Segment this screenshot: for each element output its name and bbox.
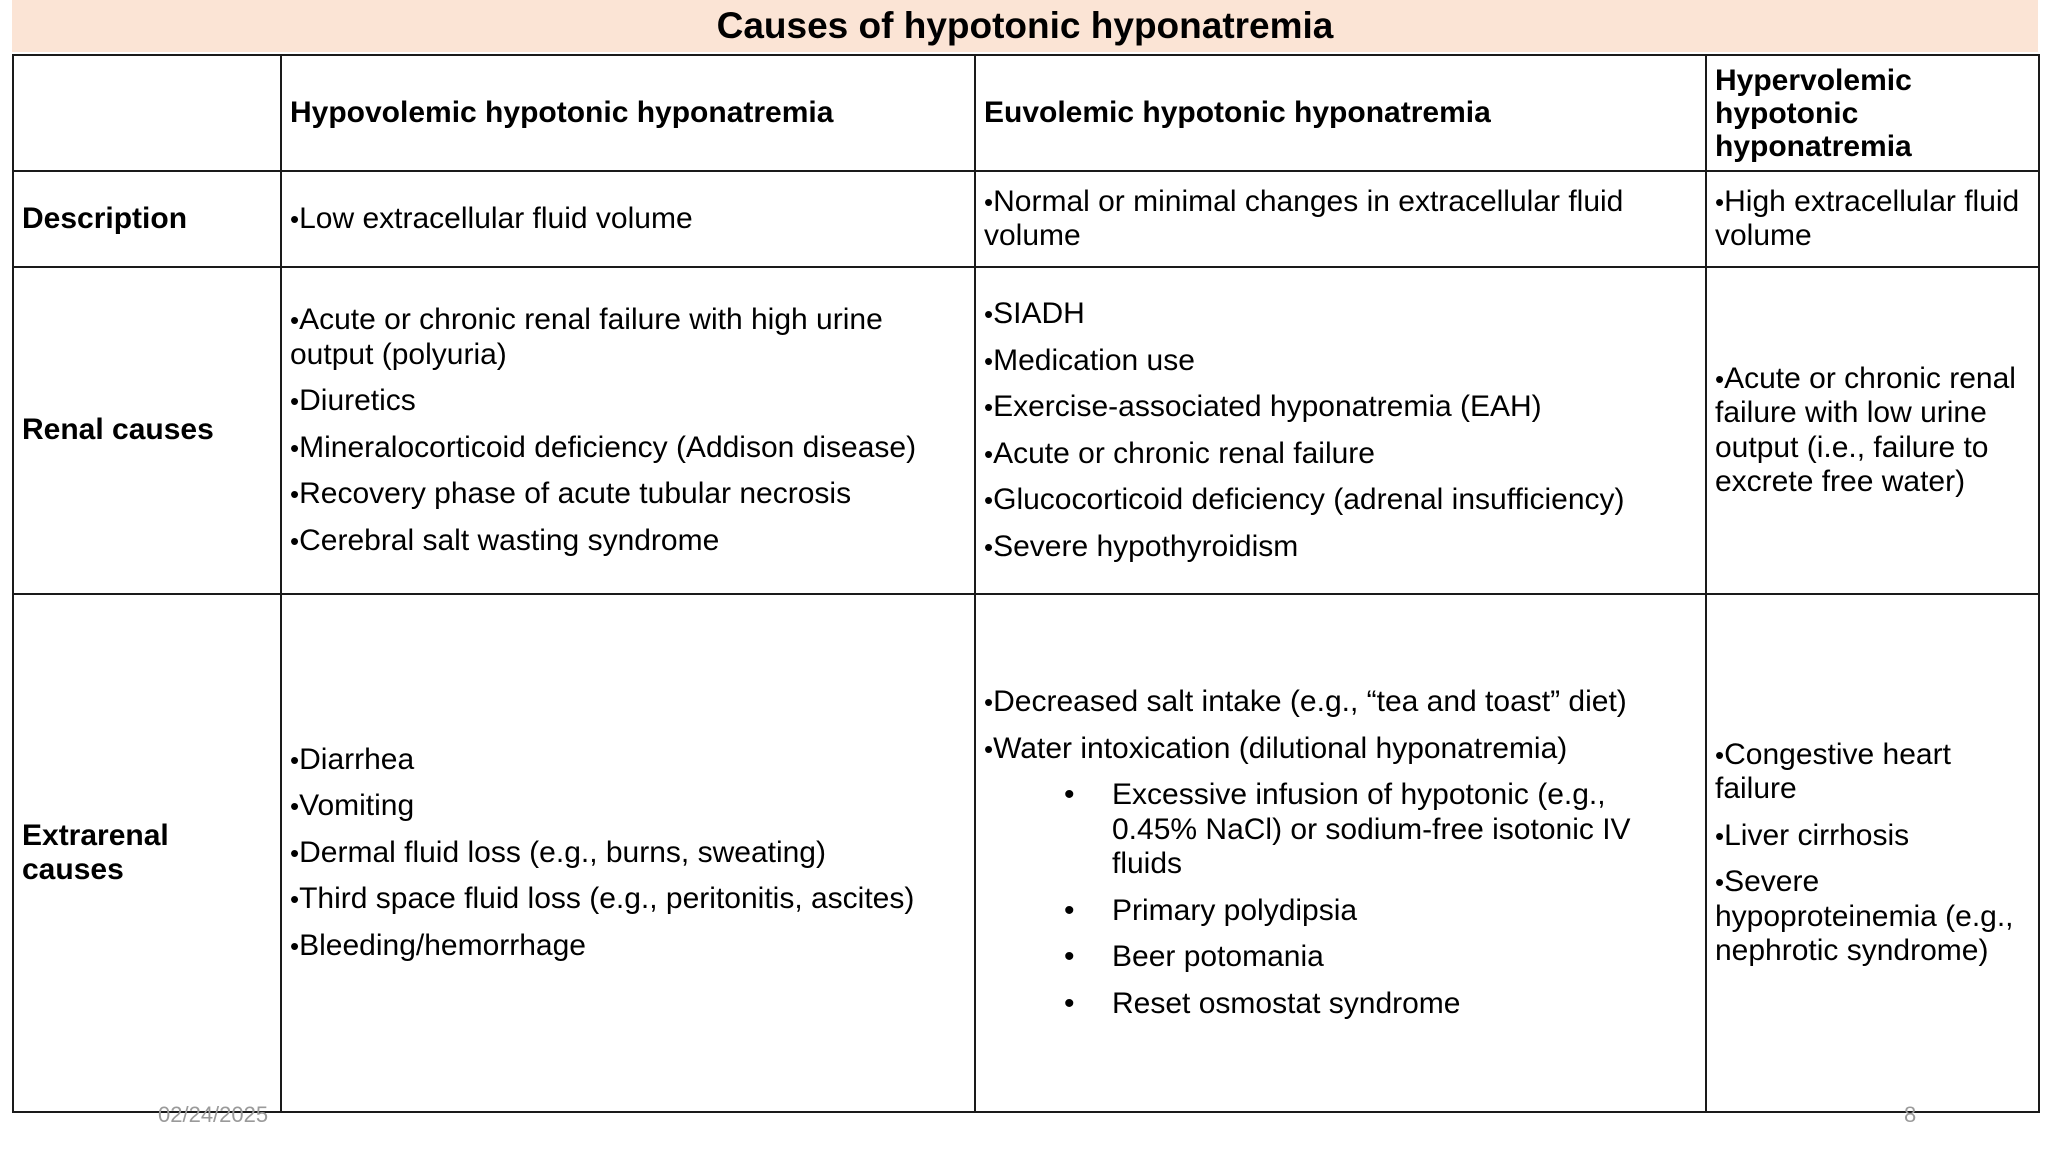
list-item <box>984 437 1697 472</box>
list-item-text: Congestive heart failure <box>1715 737 1951 805</box>
bullet-glyph: • <box>290 479 300 509</box>
bullet-list <box>290 303 966 558</box>
bullet-list <box>984 185 1697 254</box>
extrarenal-euvolemic-cell <box>975 594 1706 1112</box>
bullet-glyph: • <box>290 305 300 335</box>
list-item <box>1715 819 2030 854</box>
list-item <box>984 732 1697 1022</box>
bullet-glyph: • <box>290 432 300 463</box>
list-item-text: Acute or chronic renal failure with high urine output (polyuria) <box>290 303 883 371</box>
bullet-glyph: • <box>290 930 300 961</box>
list-item-text: Cerebral salt wasting syndrome <box>299 523 720 557</box>
description-row <box>13 171 2039 267</box>
list-item-text: Primary polydipsia <box>1112 893 1358 927</box>
list-item-text: Reset osmostat syndrome <box>1112 986 1461 1020</box>
list-item <box>984 185 1697 254</box>
list-item-text: Liver cirrhosis <box>1724 818 1910 852</box>
bullet-glyph: • <box>984 345 994 376</box>
list-item <box>1715 865 2030 969</box>
bullet-list <box>1715 738 2030 969</box>
footer-date: 02/24/2025 <box>158 1102 269 1127</box>
title-bar <box>12 0 2038 52</box>
list-item-text: Third space fluid loss (e.g., peritonitis, ascites) <box>299 882 915 916</box>
bullet-glyph: • <box>984 531 994 562</box>
bullet-glyph: • <box>1715 739 1725 770</box>
bullet-glyph: • <box>290 837 300 868</box>
list-item-text: SIADH <box>993 297 1085 330</box>
bullet-glyph: • <box>1064 778 1075 811</box>
list-item <box>984 344 1697 379</box>
bullet-list <box>290 743 966 964</box>
bullet-list <box>290 202 966 237</box>
list-item <box>290 882 966 917</box>
list-item-text: Low extracellular fluid volume <box>299 201 693 235</box>
nested-list-item <box>984 778 1697 882</box>
bullet-glyph: • <box>290 791 300 822</box>
list-item <box>290 743 966 778</box>
renal-euvolemic-cell <box>975 267 1706 594</box>
bullet-list <box>1715 185 2030 254</box>
bullet-glyph: • <box>1715 867 1725 897</box>
list-item <box>984 390 1697 425</box>
list-item-text: Mineralocorticoid deficiency (Addison disease) <box>299 430 917 464</box>
bullet-glyph: • <box>984 438 994 469</box>
bullet-glyph: • <box>1064 893 1075 927</box>
list-item-text: Water intoxication (dilutional hyponatremia) <box>993 731 1568 765</box>
nested-list-item <box>984 894 1697 929</box>
page-number: 8 <box>1904 1102 1917 1127</box>
list-item-text: Recovery phase of acute tubular necrosis <box>299 477 852 510</box>
nested-list-item <box>984 940 1697 975</box>
row-label-renal: Renal causes <box>13 267 281 594</box>
extrarenal-hypovolemic-cell <box>281 594 975 1112</box>
list-item <box>984 530 1697 565</box>
list-item <box>984 297 1697 332</box>
list-item <box>290 202 966 237</box>
causes-table <box>12 54 2040 1113</box>
list-item-text: Vomiting <box>299 789 415 823</box>
list-item-text: Severe hypoproteinemia (e.g., nephrotic syndrome) <box>1715 865 2014 967</box>
page-title: Causes of hypotonic hyponatremia <box>716 5 1334 46</box>
description-hypervolemic-cell <box>1706 171 2039 267</box>
list-item <box>984 483 1697 518</box>
list-item <box>290 524 966 559</box>
list-item-text: Beer potomania <box>1112 940 1324 973</box>
list-item-text: Dermal fluid loss (e.g., burns, sweating) <box>299 835 826 869</box>
row-label-description: Description <box>13 171 281 267</box>
bullet-glyph: • <box>290 525 300 556</box>
list-item <box>290 477 966 512</box>
nested-list-item <box>984 987 1697 1022</box>
list-item-text: Exercise-associated hyponatremia (EAH) <box>993 390 1542 423</box>
list-item-text: Medication use <box>993 343 1195 377</box>
header-row <box>13 55 2039 171</box>
header-hypervolemic: Hypervolemic hypotonic hyponatremia <box>1706 55 2039 171</box>
bullet-glyph: • <box>1064 986 1075 1020</box>
list-item-text: Decreased salt intake (e.g., “tea and toast” diet) <box>993 685 1627 718</box>
bullet-glyph: • <box>1715 363 1725 394</box>
list-item-text: Normal or minimal changes in extracellular fluid volume <box>984 184 1624 252</box>
bullet-glyph: • <box>1715 820 1725 851</box>
bullet-list <box>1715 362 2030 500</box>
bullet-glyph: • <box>1715 186 1725 217</box>
list-item <box>290 431 966 466</box>
extrarenal-hypervolemic-cell <box>1706 594 2039 1112</box>
bullet-glyph: • <box>984 485 994 515</box>
bullet-glyph: • <box>1064 940 1075 973</box>
list-item <box>984 685 1697 720</box>
list-item-text: Acute or chronic renal failure <box>993 436 1375 470</box>
bullet-glyph: • <box>290 386 300 416</box>
list-item <box>290 789 966 824</box>
row-label-extrarenal: Extrarenal causes <box>13 594 281 1112</box>
description-euvolemic-cell <box>975 171 1706 267</box>
bullet-list <box>984 685 1697 1021</box>
extrarenal-row <box>13 594 2039 1112</box>
bullet-glyph: • <box>984 392 994 422</box>
list-item-text: Diarrhea <box>299 742 415 776</box>
header-hypovolemic: Hypovolemic hypotonic hyponatremia <box>281 55 975 171</box>
list-item <box>290 303 966 372</box>
renal-row <box>13 267 2039 594</box>
bullet-glyph: • <box>290 744 300 775</box>
list-item-text: Excessive infusion of hypotonic (e.g., 0.45% NaCl) or sodium-free isotonic IV fluids <box>1112 778 1631 880</box>
list-item <box>290 929 966 964</box>
bullet-glyph: • <box>290 884 300 915</box>
list-item <box>290 836 966 871</box>
list-item <box>1715 362 2030 500</box>
description-hypovolemic-cell <box>281 171 975 267</box>
list-item-text: Glucocorticoid deficiency (adrenal insufficiency) <box>993 483 1625 516</box>
renal-hypervolemic-cell <box>1706 267 2039 594</box>
bullet-glyph: • <box>984 733 994 764</box>
bullet-glyph: • <box>984 186 994 217</box>
list-item-text: High extracellular fluid volume <box>1715 184 2020 252</box>
bullet-glyph: • <box>984 687 994 717</box>
list-item <box>1715 738 2030 807</box>
list-item-text: Acute or chronic renal failure with low urine output (i.e., failure to excrete free water) <box>1715 361 2016 498</box>
list-item-text: Severe hypothyroidism <box>993 529 1299 563</box>
list-item <box>290 384 966 419</box>
nested-bullet-list <box>984 778 1697 1021</box>
renal-hypovolemic-cell <box>281 267 975 594</box>
list-item-text: Diuretics <box>299 384 416 417</box>
bullet-glyph: • <box>984 299 994 329</box>
list-item <box>1715 185 2030 254</box>
bullet-glyph: • <box>290 203 300 234</box>
header-euvolemic: Euvolemic hypotonic hyponatremia <box>975 55 1706 171</box>
bullet-list <box>984 297 1697 564</box>
header-empty-cell <box>13 55 281 171</box>
list-item-text: Bleeding/hemorrhage <box>299 928 586 962</box>
